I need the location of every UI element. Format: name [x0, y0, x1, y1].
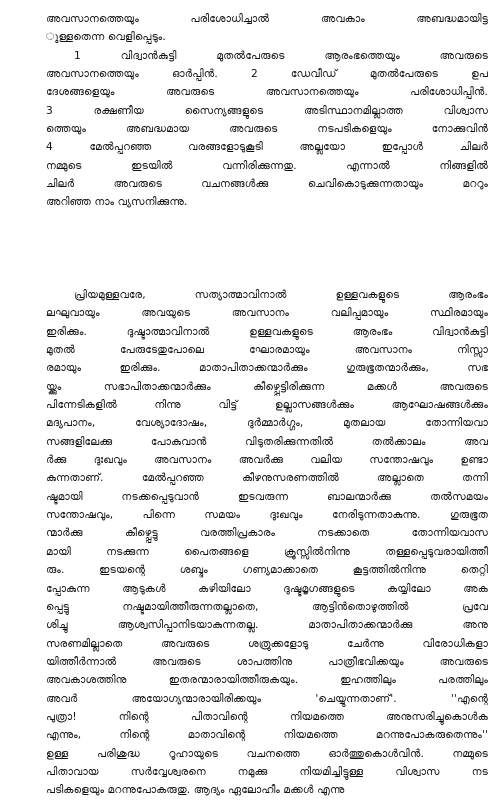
text-line: മായി നടക്കുന്ന പൈതങ്ങളെ ക്രൂസ്സിൽനിന്നു തള്ളപ്പെടുവരായിത്തീ [46, 545, 488, 558]
text-line: പിന്നേടികളിൽ നിന്നു വിട്ട് ഉല്ലാസങ്ങൾക്കും ആഘോഷങ്ങൾക്കും [46, 399, 488, 412]
paragraph-1 [46, 10, 488, 212]
paragraph-2 [46, 286, 488, 800]
text-line: അറിഞ്ഞ നാം വ്യസനിക്കുന്നു. [46, 196, 188, 209]
text-line: സങ്ങളിലേക്കു പോകുവാൻ വിടുതരിക്കുന്നതിൽ തൽക്കാലം അവ [46, 435, 488, 448]
text-line: അവസാനത്തെയും പരിശോധിച്ചാൽ അവകാം അബദ്ധമായിട്ട [46, 13, 488, 25]
text-line: രമായും ഇരിക്കും. മാതാപിതാക്കന്മാർക്കും ഗുരുഭൂതന്മാർക്കും, സഭ [46, 362, 488, 375]
text-line: ർക്കു ദുഃഖവും അവസാനം അവർക്കു വലിയ സന്തോഷവും ഉണ്ടാ [46, 454, 488, 467]
text-line: ലഘുവായും അവയുടെ അവസാനം വലിപ്പമായും സ്ഥിരമായും [46, 307, 488, 320]
text-line: പുത്രാ! നിന്റെ പിതാവിന്റെ നിയമത്തെ അനുസരിച്ചുകൊൾക [46, 710, 488, 723]
text-line: എന്നും, നിന്റെ മാതാവിന്റെ നിയമത്തെ മറന്നുപോകരുതെന്നും'' [46, 729, 488, 742]
text-line: പ്പെട്ടു നഷ്ടമായിത്തീരുന്നതല്ലാതെ, ആട്ടിൻതൊഴുത്തിൽ പ്രവേ [46, 600, 488, 613]
text-line: പ്പോകുന്ന ആടുകൾ കഴിയിലോ ദുഷ്ടമൃഗങ്ങളുടെ കയ്യിലോ അക [46, 582, 488, 595]
text-line: 1 വിദ്വാൻകുട്ടി മുതൽപേരുടെ ആരംഭത്തെയും അവരുടെ [74, 49, 488, 62]
text-line: 4 മേൽപ്പറഞ്ഞ വരങ്ങളോടുകൂടി അല്ലയോ ഇപ്പോൾ ചിലർ [46, 141, 488, 154]
text-line: സരണമില്ലാതെ അവരുടെ ശത്രുക്കളോടു ചേർന്നു വിരോധികളാ [46, 637, 488, 650]
text-line: പിതാവായ സർവ്വേശ്വരനെ നമുക്കു നിയമിച്ചിട്ടുള്ള വിശ്വാസ നട [46, 765, 488, 778]
text-line: മുതൽ പേരുടേതുപോലെ ഘോരമായും അവസാനം നിസ്സാ [46, 344, 488, 357]
text-line: ഉള്ള പരിശുദ്ധ റൂഹായുടെ വചനത്തെ ഓർത്തുകൊൾവിൻ. നമ്മുടെ [46, 747, 488, 760]
text-line: യ്ക്കും സഭാപിതാക്കന്മാർക്കും കീഴ്പ്പെട്ടിരിക്കുന്ന മക്കൾ അവരുടെ [46, 380, 488, 393]
text-line: ചിലർ അവരുടെ വചനങ്ങൾക്കു ചെവികൊടുക്കുന്നതായും മററും [46, 178, 488, 191]
text-line: കുന്നതാണ്. മേൽപ്പറഞ്ഞ കീഴനുസരണത്തിൽ അല്ലാതെ തന്നി [46, 472, 488, 485]
text-line: യിത്തീർന്നാൽ അവരുടെ ശാപത്തിനു പാത്രീഭവിക്കയും അവരുടെ [46, 655, 488, 668]
text-line: ശിച്ചു ആശ്വസിപ്പാനിടയാകുന്നതല്ല. മാതാപിതാക്കന്മാർക്കു അനു [46, 619, 488, 632]
text-line: ുള്ളതെന്ന വെളിപ്പെടും. [46, 31, 166, 44]
text-line: ദേശങ്ങളെയും അവരുടെ അവസാനത്തെയും പരിശോധിപ്പിൻ. [46, 86, 488, 99]
text-line: പ്രിയമുള്ളവരേ, സത്യാത്മാവിനാൽ ഉള്ളവകളുടെ ആരംഭം [74, 289, 488, 301]
text-line: ന്മാർക്കു കീഴ്പ്പെട്ടു വരത്തിപ്രകാരം നടക്കാതെ തോന്നിയവാസ [46, 527, 488, 540]
text-line: അവർ അയോഗ്യന്മാരായിരിക്കയും 'ചെയ്യുന്നതാണ്'. ''എന്റെ [46, 692, 488, 705]
text-line: അവകാശത്തിനു ഇതരന്മാരായിത്തീരുകയും. ഇഹത്തിലും പരത്തിലും [46, 674, 488, 687]
text-line: മദ്യപാനം, വേശ്യാദോഷം, ദുർമ്മാർഗ്ഗം, മുതലായ തോന്നിയവാ [46, 417, 488, 430]
text-line: ഷ്ടമായി നടക്കപ്പെടുവാൻ ഇടവരുന്ന ബാലന്മാർക്കു തൽസമയം [46, 490, 488, 503]
text-line: സന്തോഷവും, പിന്നെ സമയം ദുഃഖവും നേരിടുന്നതാകുന്നു. ഗുരുഭൂത [46, 509, 488, 522]
text-line: ത്തെയും അബദ്ധമായ അവരുടെ നടപടികളെയും നോക്കുവിൻ [46, 123, 488, 136]
text-line: ഇരിക്കും. ദുഷ്ടാത്മാവിനാൽ ഉള്ളവകളുടെ ആരംഭം വിദ്വാൻകുട്ടി [46, 325, 488, 338]
text-line: അവസാനത്തെയും ഓർപ്പിൻ. 2 ഡേവീഡ് മുതൽപേരുടെ ഉപ [46, 68, 488, 81]
text-line: രും. ഇടയന്റെ ശബ്ദം ഗണ്യമാക്കാതെ കൂട്ടത്തിൽനിന്നു തെറ്റി [46, 564, 488, 577]
text-line: നമ്മുടെ ഇടയിൽ വന്നിരിക്കുന്നതു. എന്നാൽ നിങ്ങളിൽ [46, 159, 488, 172]
text-line: 3 രക്ഷണീയ സൈന്യങ്ങളുടെ അടിസ്ഥാനമില്ലാത്ത വിശ്വാസ [46, 104, 488, 117]
text-line: പടികളെയും മറന്നുപോകരുതു. ആദ്യം ഏലോഹീം മക്കൾ എന്നു [46, 784, 345, 797]
